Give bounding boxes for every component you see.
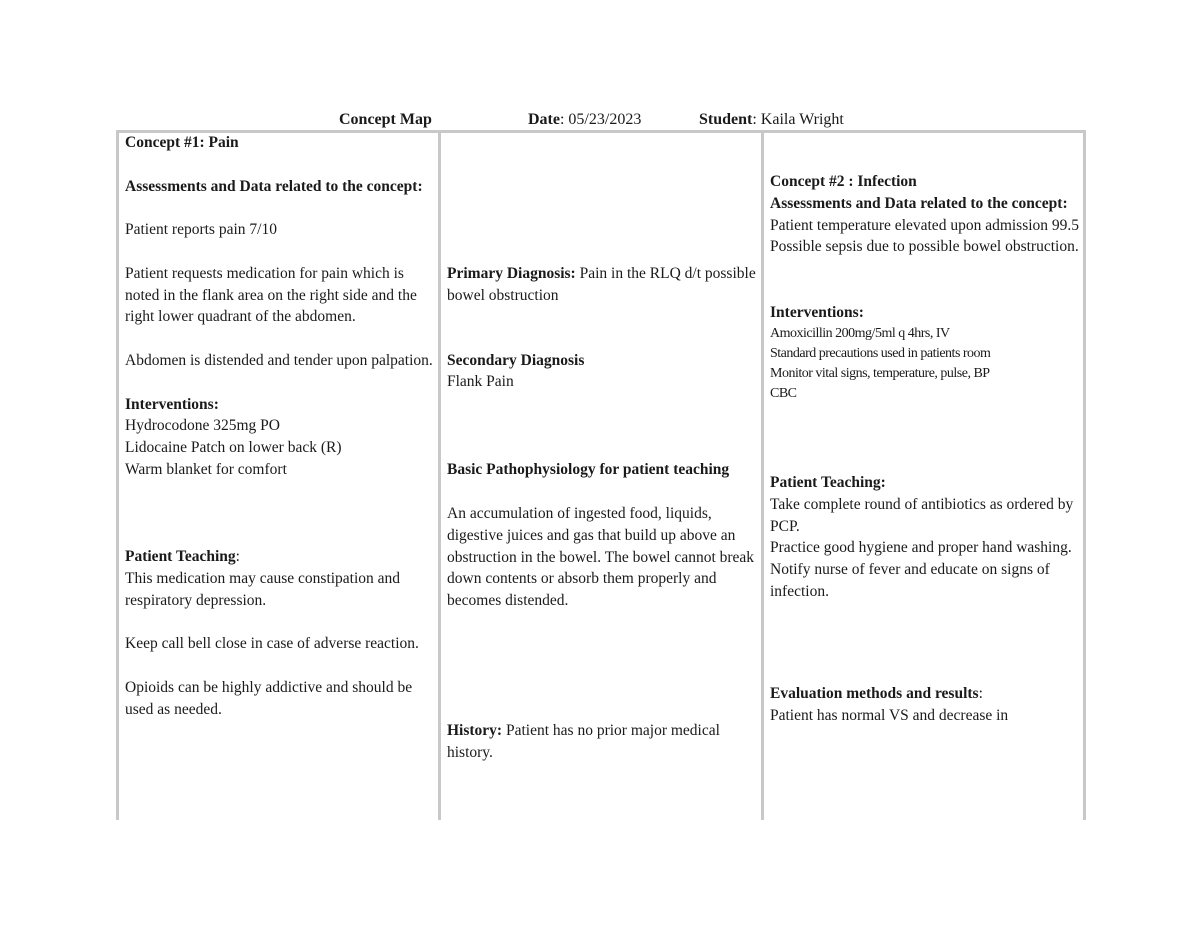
- secondary-diagnosis-text: Flank Pain: [447, 373, 514, 391]
- concept-2-assessment: Possible sepsis due to possible bowel obstruction.: [770, 238, 1079, 256]
- concept-2-teaching: Take complete round of antibiotics as ordered by PCP.: [770, 495, 1074, 535]
- concept-2-assessment: Patient temperature elevated upon admission 99.5: [770, 216, 1080, 234]
- concept-1-interventions-heading: Interventions:: [125, 395, 219, 413]
- student-value: : Kaila Wright: [752, 111, 844, 128]
- column-divider-1: [438, 130, 441, 820]
- evaluation-text: Patient has normal VS and decrease in: [770, 706, 1009, 724]
- table-right-border: [1083, 130, 1086, 820]
- concept-1-teaching: This medication may cause constipation and respiratory depression.: [125, 569, 401, 609]
- secondary-diagnosis-heading: Secondary Diagnosis: [447, 351, 585, 369]
- diagnosis-column: [447, 132, 757, 764]
- concept-2-intervention: Amoxicillin 200mg/5ml q 4hrs, IV: [770, 325, 950, 341]
- concept-1-assessment: Patient requests medication for pain which is noted in the flank area on the right side and the right lower quadrant of the abdomen.: [125, 264, 417, 326]
- concept-1-intervention: Hydrocodone 325mg PO: [125, 417, 280, 435]
- student-label: Student: [699, 111, 753, 128]
- concept-2-interventions-heading: Interventions:: [770, 304, 864, 322]
- concept-2-teaching: Notify nurse of fever and educate on signs of infection.: [770, 561, 1050, 600]
- evaluation-heading: Evaluation methods and results:: [770, 684, 983, 702]
- date-field: [528, 110, 641, 130]
- concept-1-title: Concept #1: Pain: [125, 134, 239, 151]
- concept-2-assessments-heading: Assessments and Data related to the concept:: [770, 194, 1068, 212]
- page-title: Concept Map: [339, 111, 432, 128]
- student-field: [699, 110, 844, 130]
- concept-1-teaching: Opioids can be highly addictive and should be used as needed.: [125, 678, 413, 718]
- concept-2-intervention: Monitor vital signs, temperature, pulse, BP: [770, 365, 990, 381]
- concept-2-teaching: Practice good hygiene and proper hand washing.: [770, 539, 1072, 557]
- pathophysiology-heading: Basic Pathophysiology for patient teaching: [447, 461, 730, 479]
- concept-1-column: [125, 132, 437, 721]
- concept-1-intervention: Lidocaine Patch on lower back (R): [125, 439, 342, 457]
- concept-1-teaching: Keep call bell close in case of adverse reaction.: [125, 635, 419, 653]
- concept-2-title: Concept #2 : Infection: [770, 173, 917, 190]
- concept-1-assessment: Abdomen is distended and tender upon palpation.: [125, 351, 433, 369]
- pathophysiology-text: An accumulation of ingested food, liquids, digestive juices and gas that build up above an obstruction in the bowel. The bowel cannot break down contents or absorb them properly and becomes distended.: [447, 504, 755, 610]
- concept-2-intervention: Standard precautions used in patients room: [770, 345, 991, 361]
- primary-diagnosis: Primary Diagnosis: Pain in the RLQ d/t possible bowel obstruction: [447, 265, 756, 304]
- concept-1-assessments-heading: Assessments and Data related to the concept:: [125, 177, 423, 195]
- date-label: Date: [528, 111, 560, 128]
- concept-2-intervention: CBC: [770, 385, 797, 401]
- concept-1-teaching-heading: Patient Teaching:: [125, 548, 240, 566]
- concept-1-assessment: Patient reports pain 7/10: [125, 221, 277, 239]
- concept-2-teaching-heading: Patient Teaching:: [770, 473, 886, 491]
- concept-1-intervention: Warm blanket for comfort: [125, 460, 287, 478]
- history: History: Patient has no prior major medical history.: [447, 721, 720, 761]
- date-value: : 05/23/2023: [559, 111, 642, 128]
- column-divider-2: [761, 130, 764, 820]
- concept-2-column: [770, 132, 1080, 726]
- table-left-border: [116, 130, 119, 820]
